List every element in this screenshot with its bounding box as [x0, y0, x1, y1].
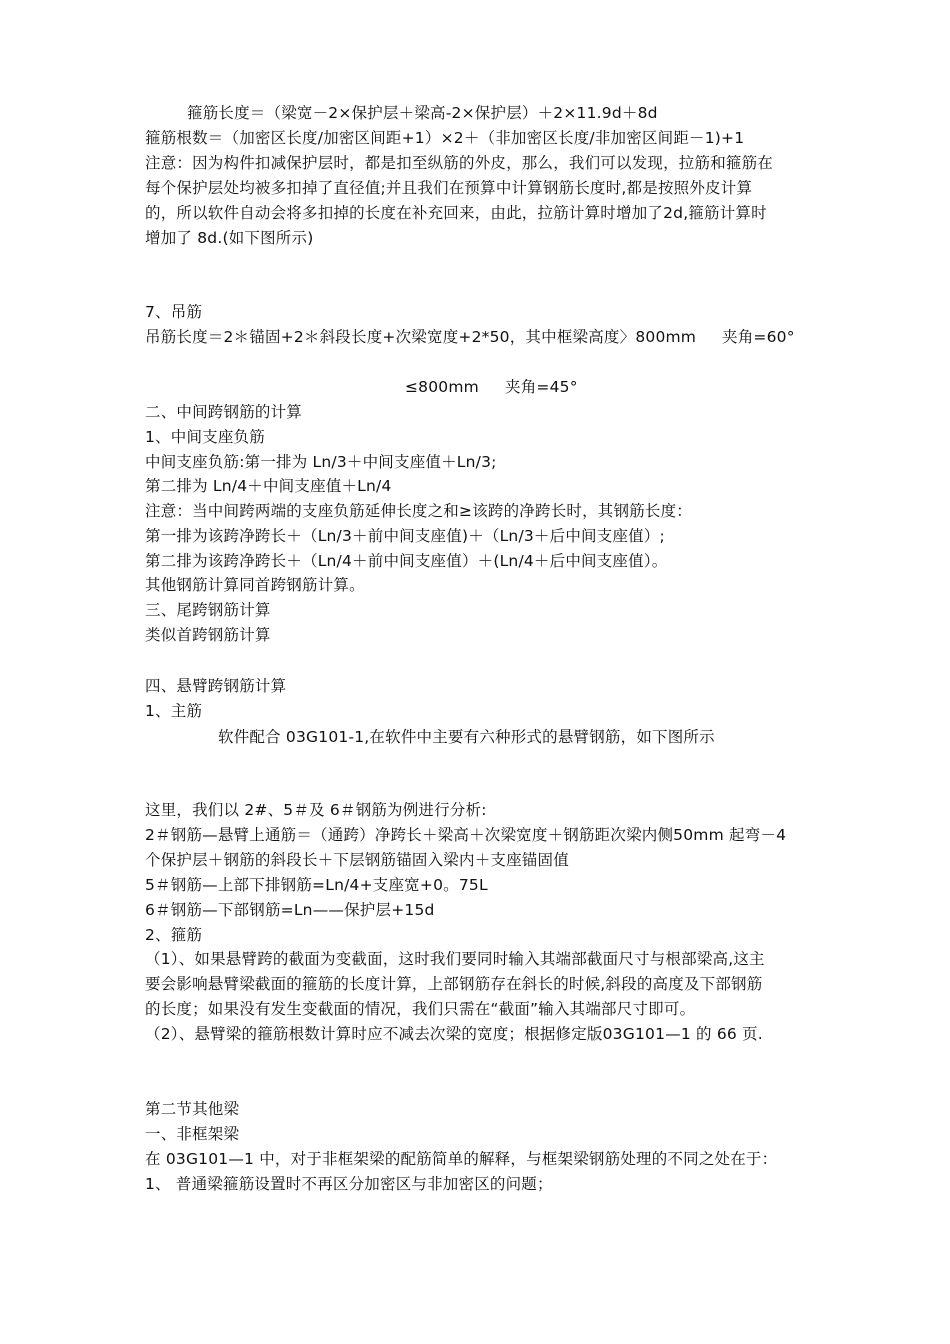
text-line: 要会影响悬臂梁截面的箍筋的长度计算，上部钢筋存在斜长的时候,斜段的高度及下部钢筋 — [145, 975, 763, 993]
text-line: 箍筋根数＝（加密区长度/加密区间距+1）×2＋（非加密区长度/非加密区间距－1)+1 — [145, 129, 745, 147]
text-line: 吊筋长度＝2＊锚固+2＊斜段长度+次梁宽度+2*50，其中框梁高度〉800mm — [145, 328, 697, 346]
text-line: ≤800mm — [405, 378, 479, 396]
text-line: 中间支座负筋:第一排为 Ln/3＋中间支座值＋Ln/3; — [145, 453, 497, 471]
text-line: 5＃钢筋—上部下排钢筋=Ln/4+支座宽+0。75L — [145, 876, 488, 894]
section-heading: 7、吊筋 — [145, 303, 203, 321]
section-heading: 2、箍筋 — [145, 926, 203, 944]
text-line: （1）、如果悬臂跨的截面为变截面，这时我们要同时输入其端部截面尺寸与根部梁高,这主 — [145, 950, 765, 968]
section-heading: 二、中间跨钢筋的计算 — [145, 403, 303, 421]
text-line: 这里，我们以 2#、5＃及 6＃钢筋为例进行分析: — [145, 801, 487, 819]
text-line: 6＃钢筋—下部钢筋=Ln——保护层+15d — [145, 901, 435, 919]
text-line: 每个保护层处均被多扣掉了直径值;并且我们在预算中计算钢筋长度时,都是按照外皮计算 — [145, 179, 753, 197]
section-heading: 1、主筋 — [145, 702, 203, 720]
text-line: 2＃钢筋—悬臂上通筋＝（通跨）净跨长＋梁高＋次梁宽度＋钢筋距次梁内侧50mm 起弯－4 — [145, 826, 787, 844]
text-line: 增加了 8d.(如下图所示) — [145, 229, 314, 247]
text-line: 1、 普通梁箍筋设置时不再区分加密区与非加密区的问题； — [145, 1175, 553, 1193]
section-heading: 1、中间支座负筋 — [145, 428, 265, 446]
section-heading: 一、非框架梁 — [145, 1125, 240, 1143]
section-heading: 四、悬臂跨钢筋计算 — [145, 677, 287, 695]
text-line: 类似首跨钢筋计算 — [145, 626, 271, 644]
text-line: （2）、悬臂梁的箍筋根数计算时应不减去次梁的宽度；根据修定版03G101—1 的 66 页. — [145, 1025, 763, 1043]
section-heading: 三、尾跨钢筋计算 — [145, 601, 271, 619]
text-line: 软件配合 03G101-1,在软件中主要有六种形式的悬臂钢筋，如下图所示 — [218, 728, 715, 746]
text-line: 夹角=60° — [722, 328, 795, 346]
section-heading: 第二节其他梁 — [145, 1100, 240, 1118]
text-line: 第一排为该跨净跨长＋（Ln/3＋前中间支座值)＋（Ln/3＋后中间支座值）; — [145, 527, 665, 545]
text-line: 第二排为 Ln/4＋中间支座值＋Ln/4 — [145, 477, 392, 495]
text-line: 第二排为该跨净跨长＋（Ln/4＋前中间支座值）＋(Ln/4＋后中间支座值）。 — [145, 552, 668, 570]
text-line: 的，所以软件自动会将多扣掉的长度在补充回来，由此，拉筋计算时增加了2d,箍筋计算时 — [145, 204, 767, 222]
text-line: 注意：当中间跨两端的支座负筋延伸长度之和≥该跨的净跨长时，其钢筋长度： — [145, 502, 692, 520]
text-line: 在 03G101—1 中，对于非框架梁的配筋简单的解释，与框架梁钢筋处理的不同之处在于： — [145, 1150, 778, 1168]
text-line: 注意：因为构件扣减保护层时，都是扣至纵筋的外皮，那么，我们可以发现，拉筋和箍筋在 — [145, 154, 774, 172]
text-line: 其他钢筋计算同首跨钢筋计算。 — [145, 576, 365, 594]
text-line: 的长度；如果没有发生变截面的情况，我们只需在“截面”输入其端部尺寸即可。 — [145, 1000, 696, 1018]
text-line: 箍筋长度＝（梁宽－2×保护层＋梁高-2×保护层）＋2×11.9d＋8d — [187, 104, 658, 122]
text-line: 夹角=45° — [505, 378, 578, 396]
text-line: 个保护层＋钢筋的斜段长＋下层钢筋锚固入梁内＋支座锚固值 — [145, 851, 569, 869]
